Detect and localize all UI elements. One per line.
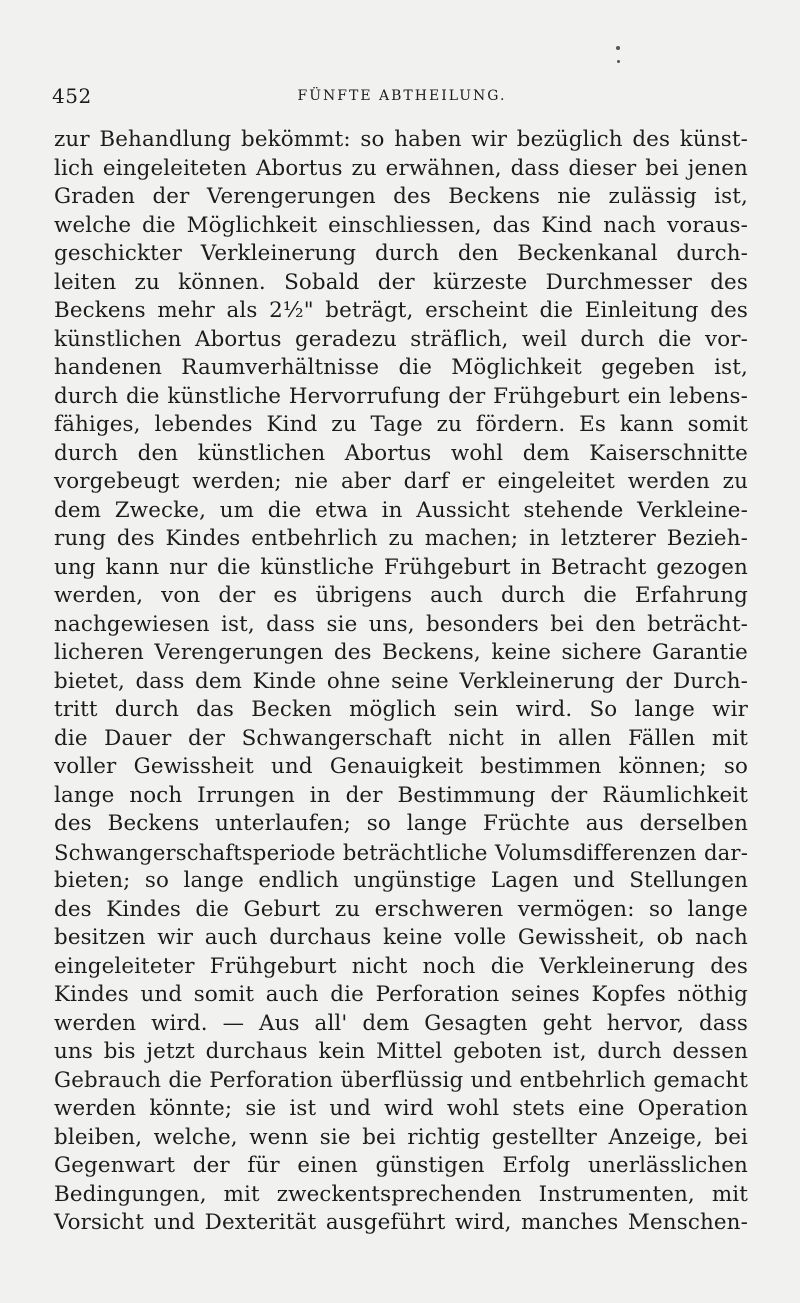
text-line: Vorsicht und Dexterität ausgeführt wird, manches Menschen- bbox=[54, 1210, 748, 1235]
text-line: Gegenwart der für einen günstigen Erfolg unerlässlichen bbox=[54, 1153, 748, 1178]
text-line: rung des Kindes entbehrlich zu machen; in letzterer Bezieh- bbox=[54, 526, 748, 551]
text-line: handenen Raumverhältnisse die Möglichkeit gegeben ist, bbox=[54, 355, 748, 380]
text-line: uns bis jetzt durchaus kein Mittel geboten ist, durch dessen bbox=[54, 1039, 748, 1064]
text-line: licheren Verengerungen des Beckens, keine sichere Garantie bbox=[54, 640, 748, 665]
page-header bbox=[52, 84, 752, 114]
text-line: voller Gewissheit und Genauigkeit bestimmen können; so bbox=[54, 754, 748, 779]
print-speck bbox=[616, 46, 620, 50]
text-line: Gebrauch die Perforation überflüssig und entbehrlich gemacht bbox=[54, 1067, 748, 1093]
text-line: durch die künstliche Hervorrufung der Frühgeburt ein lebens- bbox=[54, 383, 748, 409]
text-line: Schwangerschaftsperiode beträchtliche Volumsdifferenzen dar- bbox=[54, 839, 748, 865]
text-line: bieten; so lange endlich ungünstige Lagen und Stellungen bbox=[54, 868, 748, 893]
text-line: Graden der Verengerungen des Beckens nie zulässig ist, bbox=[54, 184, 748, 209]
text-line: die Dauer der Schwangerschaft nicht in allen Fällen mit bbox=[54, 725, 748, 751]
text-line: lich eingeleiteten Abortus zu erwähnen, dass dieser bei jenen bbox=[54, 155, 748, 181]
text-line: leiten zu können. Sobald der kürzeste Durchmesser des bbox=[54, 269, 748, 295]
text-line: bietet, dass dem Kinde ohne seine Verkleinerung der Durch- bbox=[54, 668, 748, 694]
body-text bbox=[54, 126, 748, 1238]
text-line: vorgebeugt werden; nie aber darf er eingeleitet werden zu bbox=[54, 469, 748, 494]
text-line: zur Behandlung bekömmt: so haben wir bezüglich des künst- bbox=[54, 127, 748, 152]
text-line: Bedingungen, mit zweckentsprechenden Instrumenten, mit bbox=[54, 1181, 748, 1207]
text-line: welche die Möglichkeit einschliessen, das Kind nach voraus- bbox=[54, 212, 748, 238]
text-line: werden könnte; sie ist und wird wohl stets eine Operation bbox=[54, 1096, 748, 1121]
text-line: geschickter Verkleinerung durch den Beckenkanal durch- bbox=[54, 241, 748, 266]
text-line: Beckens mehr als 2½" beträgt, erscheint die Einleitung des bbox=[54, 298, 748, 323]
text-line: fähiges, lebendes Kind zu Tage zu fördern. Es kann somit bbox=[54, 412, 748, 437]
text-line: werden, von der es übrigens auch durch die Erfahrung bbox=[54, 583, 748, 608]
text-line: dem Zwecke, um die etwa in Aussicht stehende Verkleine- bbox=[54, 497, 748, 523]
text-line: künstlichen Abortus geradezu sträflich, weil durch die vor- bbox=[54, 326, 748, 352]
text-line: eingeleiteter Frühgeburt nicht noch die Verkleinerung des bbox=[54, 953, 748, 979]
running-head: FÜNFTE ABTHEILUNG. bbox=[297, 88, 507, 104]
page-number: 452 bbox=[52, 84, 92, 108]
text-line: des Beckens unterlaufen; so lange Früchte aus derselben bbox=[54, 811, 748, 836]
text-line: durch den künstlichen Abortus wohl dem Kaiserschnitte bbox=[54, 440, 748, 466]
text-line: bleiben, welche, wenn sie bei richtig gestellter Anzeige, bei bbox=[54, 1124, 748, 1150]
text-line: nachgewiesen ist, dass sie uns, besonders bei den beträcht- bbox=[54, 611, 748, 637]
print-speck bbox=[617, 60, 620, 63]
text-line: tritt durch das Becken möglich sein wird. So lange wir bbox=[54, 697, 748, 722]
text-line: Kindes und somit auch die Perforation seines Kopfes nöthig bbox=[54, 982, 748, 1007]
text-line: des Kindes die Geburt zu erschweren vermögen: so lange bbox=[54, 896, 748, 922]
text-line: werden wird. — Aus all' dem Gesagten geht hervor, dass bbox=[54, 1010, 748, 1036]
text-line: lange noch Irrungen in der Bestimmung der Räumlichkeit bbox=[54, 782, 748, 808]
text-line: besitzen wir auch durchaus keine volle Gewissheit, ob nach bbox=[54, 925, 748, 950]
text-line: ung kann nur die künstliche Frühgeburt in Betracht gezogen bbox=[54, 554, 748, 580]
